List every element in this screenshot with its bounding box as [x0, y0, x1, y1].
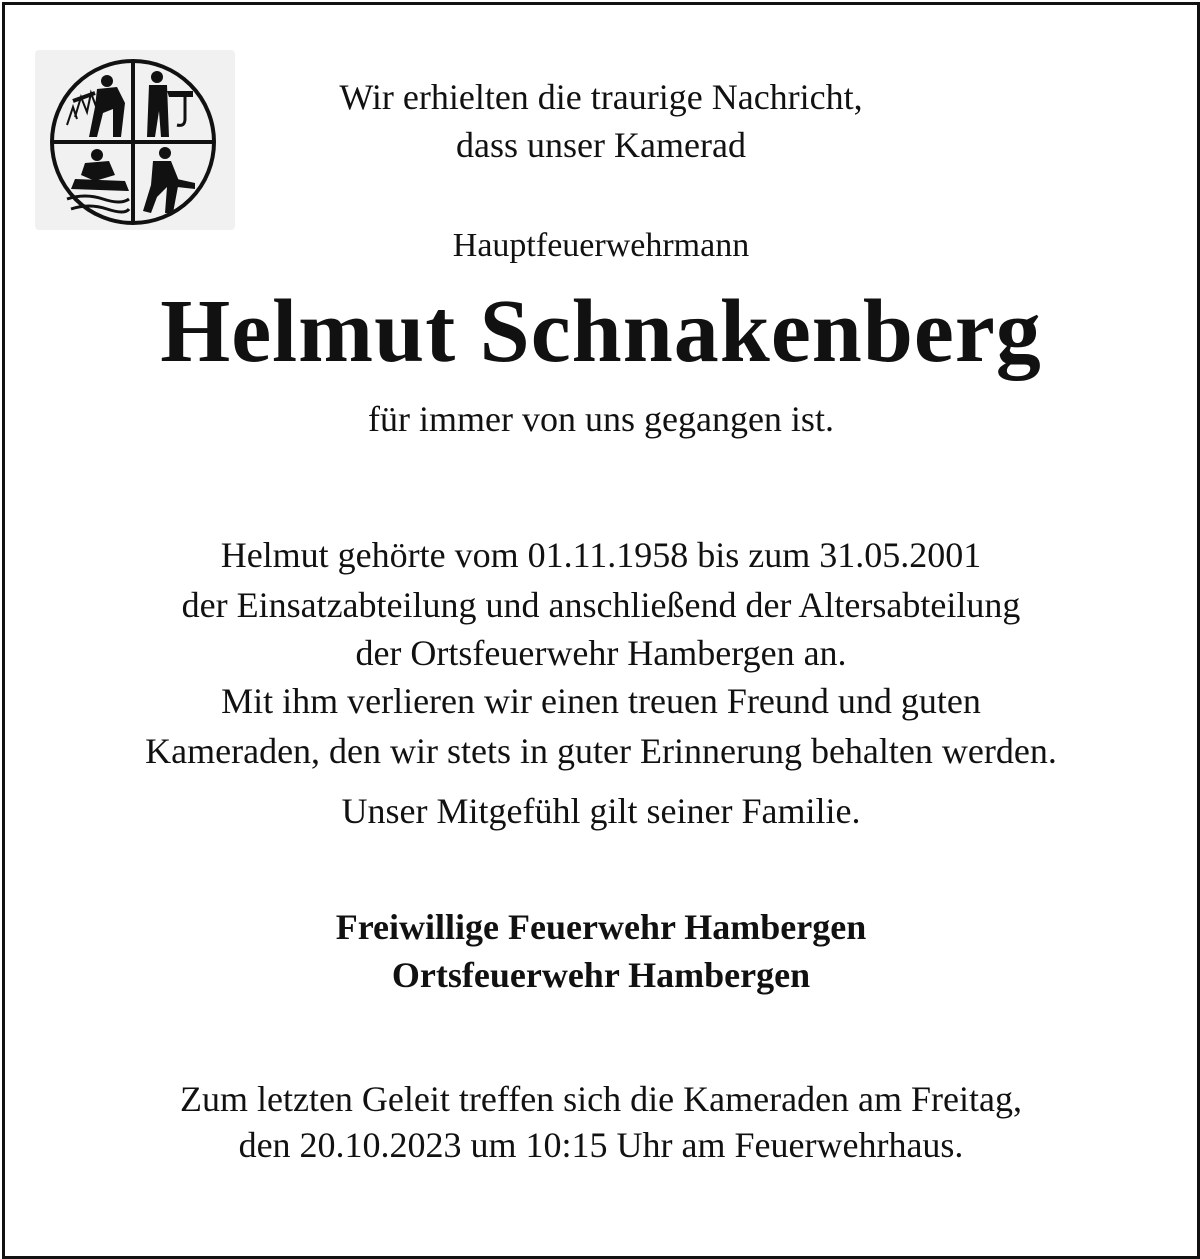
- rank-title: Hauptfeuerwehrmann: [452, 227, 750, 264]
- body-line-2: der Einsatzabteilung und anschließend der Altersabteilung: [181, 585, 1021, 625]
- obituary-notice: [2, 2, 1200, 1259]
- funeral-line-1: Zum letzten Geleit treffen sich die Kameraden am Freitag,: [180, 1079, 1022, 1119]
- body-line-6: Unser Mitgefühl gilt seiner Familie.: [341, 791, 861, 831]
- signature-line-1: Freiwillige Feuerwehr Hambergen: [335, 907, 867, 947]
- intro-line-2: dass unser Kamerad: [456, 125, 746, 165]
- signature-line-2: Ortsfeuerwehr Hambergen: [391, 955, 811, 995]
- body-line-3: der Ortsfeuerwehr Hambergen an.: [355, 633, 847, 673]
- funeral-line-2: den 20.10.2023 um 10:15 Uhr am Feuerwehrhaus.: [238, 1125, 964, 1165]
- body-line-4: Mit ihm verlieren wir einen treuen Freund und guten: [221, 681, 981, 721]
- passed-line: für immer von uns gegangen ist.: [368, 399, 834, 439]
- body-line-5: Kameraden, den wir stets in guter Erinnerung behalten werden.: [145, 731, 1057, 771]
- body-line-1: Helmut gehörte vom 01.11.1958 bis zum 31.05.2001: [220, 535, 982, 575]
- deceased-name: Helmut Schnakenberg: [160, 282, 1042, 381]
- intro-line-1: Wir erhielten die traurige Nachricht,: [339, 77, 863, 117]
